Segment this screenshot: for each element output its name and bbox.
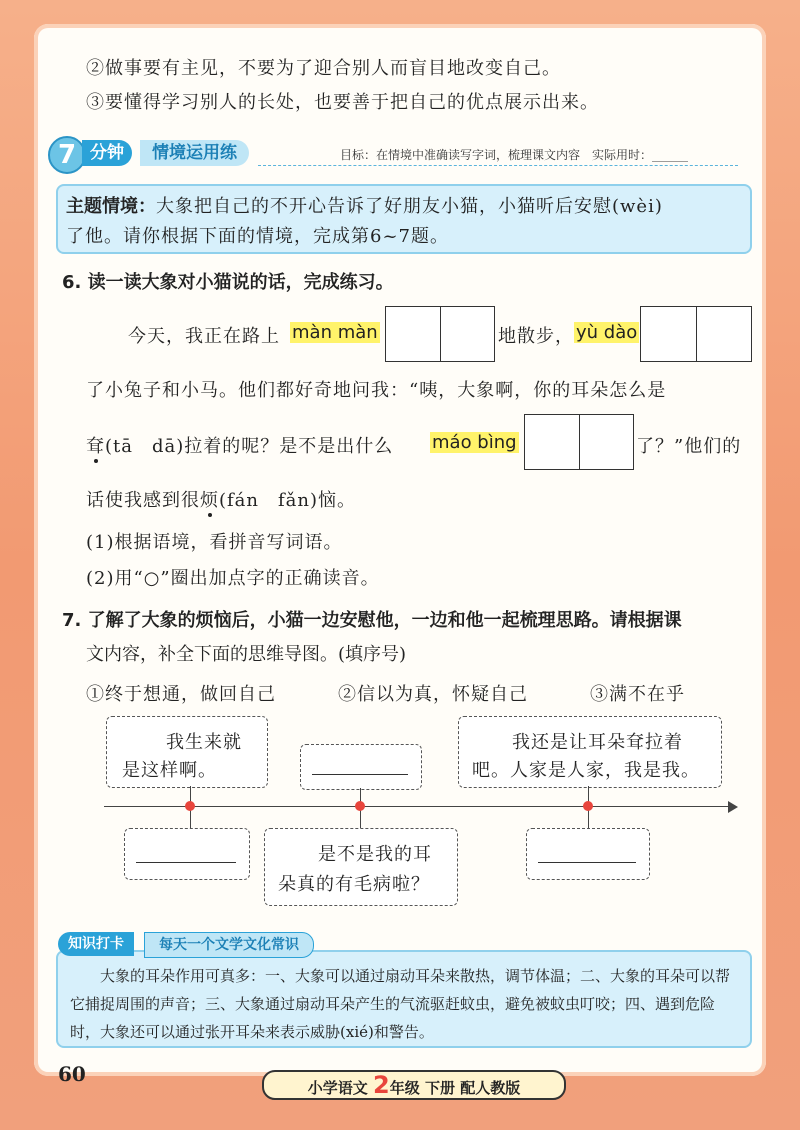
q7-option-3: ③满不在乎 — [590, 684, 685, 705]
q6-line1-a: 今天，我正在路上 — [128, 326, 280, 347]
page-number: 60 — [58, 1062, 86, 1086]
q6-answer-box-2[interactable] — [640, 306, 752, 362]
q6-line3-a: (tā dā)拉着的呢？是不是出什么 — [105, 436, 394, 457]
q6-line4-b: (fán fǎn)恼。 — [219, 490, 357, 511]
footer-subject: 小学语文 — [307, 1079, 368, 1097]
q6-sub-1: (1)根据语境，看拼音写词语。 — [86, 532, 343, 553]
knowledge-text: 大象的耳朵作用可真多：一、大象可以通过扇动耳朵来散热，调节体温；二、大象的耳朵可以帮它捕捉周围的声音；三、大象通过扇动耳朵产生的气流驱赶蚊虫，避免被蚊虫叮咬；四、遇到危险时，大象还可以通过张开耳朵来表示威胁(xié)和警告。 — [70, 967, 731, 1041]
mindmap-box-3-line2: 吧。人家是人家，我是我。 — [472, 760, 700, 781]
q6-pinyin-yudao: yù dào — [576, 322, 638, 343]
top-line-2: ②做事要有主见，不要为了迎合别人而盲目地改变自己。 — [86, 58, 561, 79]
knowledge-badge: 知识打卡 — [58, 932, 134, 956]
mindmap-blank-6[interactable] — [538, 862, 636, 863]
q6-line2: 了小兔子和小马。他们都好奇地问我：“咦，大象啊，你的耳朵怎么是 — [86, 380, 667, 401]
q6-answer-box-1[interactable] — [385, 306, 495, 362]
q6-title: 6. 读一读大象对小猫说的话，完成练习。 — [62, 272, 394, 293]
theme-label: 主题情境： — [66, 196, 156, 217]
footer-grade-number: 2 — [373, 1071, 390, 1099]
mindmap-node-3 — [583, 801, 593, 811]
q6-sub-2: (2)用“○”圈出加点字的正确读音。 — [86, 568, 380, 589]
footer-term: 下册 — [424, 1079, 455, 1097]
q7-title-1: 7. 了解了大象的烦恼后，小猫一边安慰他，一边和他一起梳理思路。请根据课 — [62, 610, 682, 631]
mindmap-box-2 — [300, 744, 422, 790]
q6-answer-box-3[interactable] — [524, 414, 634, 470]
q7-option-2: ②信以为真，怀疑自己 — [338, 684, 528, 705]
q7-title-2: 文内容，补全下面的思维导图。(填序号) — [86, 644, 407, 665]
footer-edition: 配人教版 — [460, 1079, 521, 1097]
knowledge-title: 每天一个文学文化常识 — [144, 932, 314, 958]
footer-grade: 年级 — [389, 1079, 420, 1097]
mindmap-box-5-line2: 朵真的有毛病啦？ — [278, 874, 430, 895]
mindmap-box-4 — [124, 828, 250, 880]
section-number-badge: 7 — [48, 136, 86, 174]
section-target: 目标：在情境中准确读写字词，梳理课文内容 实际用时：______ — [340, 148, 689, 162]
section-unit: 分钟 — [82, 140, 132, 166]
q7-option-1: ①终于想通，做回自己 — [86, 684, 276, 705]
mindmap-arrow-icon — [728, 801, 738, 813]
mindmap-box-5-line1: 是不是我的耳 — [318, 844, 432, 865]
top-line-3: ③要懂得学习别人的长处，也要善于把自己的优点展示出来。 — [86, 92, 599, 113]
q6-line4 — [86, 486, 356, 512]
mindmap-axis — [104, 806, 732, 807]
theme-text-1: 大象把自己的不开心告诉了好朋友小猫，小猫听后安慰(wèi) — [156, 196, 663, 217]
section-divider — [258, 165, 738, 166]
q6-line3 — [86, 432, 393, 458]
q6-line4-a: 话使我感到很 — [86, 490, 200, 511]
mindmap-blank-2[interactable] — [312, 774, 408, 775]
theme-line-1 — [66, 192, 663, 218]
q6-line1-b: 地散步， — [498, 326, 574, 347]
footer-banner — [262, 1070, 566, 1100]
mindmap-node-2 — [355, 801, 365, 811]
mindmap-box-1-line1: 我生来就 — [166, 732, 242, 753]
q6-line3-b: 了？”他们的 — [636, 436, 742, 457]
q6-dotted-char-ta: 耷 — [86, 436, 105, 457]
q6-pinyin-manman: màn màn — [292, 322, 378, 343]
q6-dotted-char-fan: 烦 — [200, 490, 219, 511]
q6-pinyin-maobing: máo bìng — [432, 432, 517, 453]
mindmap-box-6 — [526, 828, 650, 880]
mindmap-box-3-line1: 我还是让耳朵耷拉着 — [512, 732, 683, 753]
mindmap-node-1 — [185, 801, 195, 811]
theme-line-2: 了他。请你根据下面的情境，完成第6~7题。 — [66, 226, 449, 247]
mindmap-blank-4[interactable] — [136, 862, 236, 863]
section-title: 情境运用练 — [140, 140, 249, 166]
mindmap-box-1-line2: 是这样啊。 — [122, 760, 217, 781]
